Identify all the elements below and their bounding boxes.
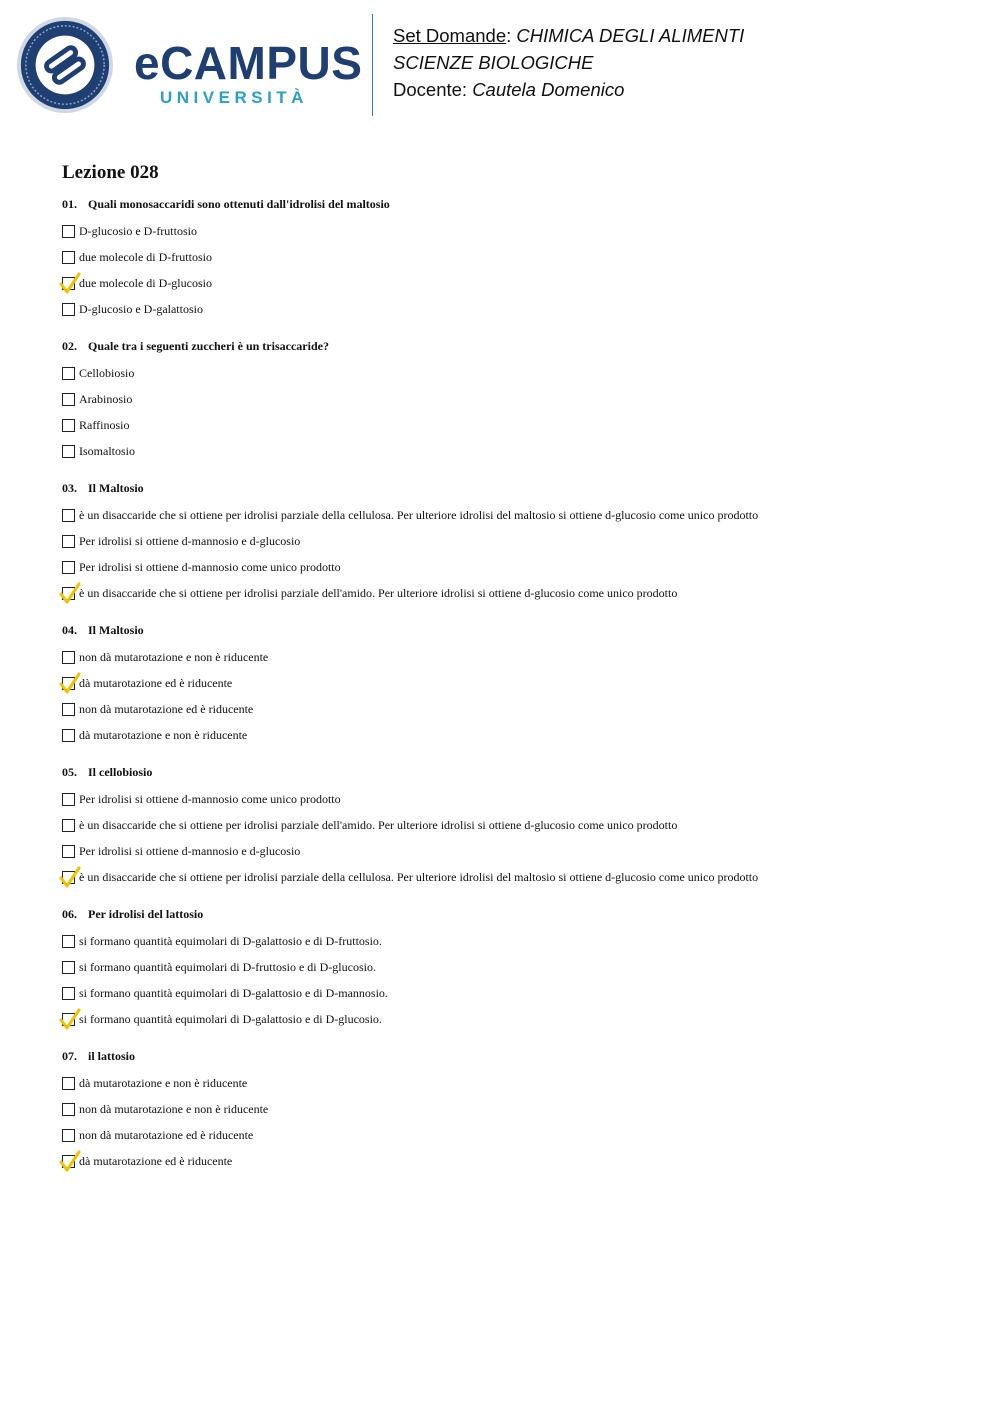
question-text: il lattosio xyxy=(88,1049,135,1063)
answer-label: è un disaccaride che si ottiene per idrolisi parziale della cellulosa. Per ulteriore idrolisi del maltosio si ottiene d-glucosio come unico prodotto xyxy=(79,508,759,522)
answer-option[interactable] xyxy=(62,244,962,270)
answer-label: si formano quantità equimolari di D-galattosio e di D-mannosio. xyxy=(79,986,388,1000)
answer-option[interactable] xyxy=(62,1096,962,1122)
question-text: Il Maltosio xyxy=(88,481,144,495)
answer-checkbox[interactable] xyxy=(62,793,75,806)
answer-checkbox[interactable] xyxy=(62,1129,75,1142)
question-block xyxy=(62,336,962,464)
question-number: 06. xyxy=(62,907,77,921)
answer-label: non dà mutarotazione ed è riducente xyxy=(79,702,254,716)
university-seal-icon xyxy=(16,16,114,114)
question-block xyxy=(62,478,962,606)
answer-option[interactable] xyxy=(62,696,962,722)
answer-option[interactable] xyxy=(62,1122,962,1148)
question-block xyxy=(62,194,962,322)
answer-label: si formano quantità equimolari di D-galattosio e di D-glucosio. xyxy=(79,1012,382,1026)
answer-checkbox[interactable] xyxy=(62,277,75,290)
answer-option[interactable] xyxy=(62,296,962,322)
answer-option[interactable] xyxy=(62,1070,962,1096)
set-label: Set Domande xyxy=(393,25,507,46)
answer-label: si formano quantità equimolari di D-galattosio e di D-fruttosio. xyxy=(79,934,382,948)
answer-label: si formano quantità equimolari di D-fruttosio e di D-glucosio. xyxy=(79,960,376,974)
checkmark-icon xyxy=(60,1009,80,1029)
checkmark-icon xyxy=(60,583,80,603)
question-title xyxy=(62,904,962,924)
question-text: Il Maltosio xyxy=(88,623,144,637)
answer-label: è un disaccaride che si ottiene per idrolisi parziale della cellulosa. Per ulteriore idrolisi del maltosio si ottiene d-glucosio come unico prodotto xyxy=(79,870,759,884)
answer-label: due molecole di D-fruttosio xyxy=(79,250,212,264)
answer-option[interactable] xyxy=(62,412,962,438)
answer-checkbox[interactable] xyxy=(62,871,75,884)
answer-label: Per idrolisi si ottiene d-mannosio e d-glucosio xyxy=(79,844,301,858)
answer-option[interactable] xyxy=(62,722,962,748)
logo-wordmark: eCAMPUS xyxy=(134,37,363,89)
answer-option[interactable] xyxy=(62,980,962,1006)
answer-label: è un disaccaride che si ottiene per idrolisi parziale dell'amido. Per ulteriore idrolisi si ottiene d-glucosio come unico prodotto xyxy=(79,586,678,600)
answer-option[interactable] xyxy=(62,838,962,864)
header-divider xyxy=(372,14,373,116)
answer-option[interactable] xyxy=(62,786,962,812)
answer-checkbox[interactable] xyxy=(62,393,75,406)
lesson-title: Lezione 028 xyxy=(62,162,159,183)
answer-checkbox[interactable] xyxy=(62,561,75,574)
answer-checkbox[interactable] xyxy=(62,845,75,858)
answer-checkbox[interactable] xyxy=(62,251,75,264)
answer-checkbox[interactable] xyxy=(62,367,75,380)
question-number: 02. xyxy=(62,339,77,353)
answer-option[interactable] xyxy=(62,386,962,412)
answer-label: dà mutarotazione e non è riducente xyxy=(79,728,248,742)
answer-label: Arabinosio xyxy=(79,392,133,406)
answer-label: D-glucosio e D-fruttosio xyxy=(79,224,197,238)
docente-name: Cautela Domenico xyxy=(472,79,625,100)
answer-label: dà mutarotazione e non è riducente xyxy=(79,1076,248,1090)
answer-label: D-glucosio e D-galattosio xyxy=(79,302,203,316)
answer-checkbox[interactable] xyxy=(62,987,75,1000)
answer-label: Isomaltosio xyxy=(79,444,135,458)
question-number: 05. xyxy=(62,765,77,779)
answer-option[interactable] xyxy=(62,218,962,244)
answer-checkbox[interactable] xyxy=(62,535,75,548)
answer-checkbox[interactable] xyxy=(62,677,75,690)
answer-option[interactable] xyxy=(62,1006,962,1032)
answer-label: dà mutarotazione ed è riducente xyxy=(79,1154,233,1168)
answer-label: non dà mutarotazione e non è riducente xyxy=(79,650,269,664)
answer-checkbox[interactable] xyxy=(62,419,75,432)
question-block xyxy=(62,620,962,748)
answer-checkbox[interactable] xyxy=(62,819,75,832)
logo-subtitle: UNIVERSITÀ xyxy=(160,88,308,107)
question-title xyxy=(62,336,962,356)
answer-checkbox[interactable] xyxy=(62,1013,75,1026)
answer-checkbox[interactable] xyxy=(62,961,75,974)
question-title xyxy=(62,620,962,640)
question-title xyxy=(62,194,962,214)
question-text: Il cellobiosio xyxy=(88,765,153,779)
answer-label: non dà mutarotazione e non è riducente xyxy=(79,1102,269,1116)
answer-checkbox[interactable] xyxy=(62,651,75,664)
quiz-content xyxy=(62,160,962,1188)
question-number: 01. xyxy=(62,197,77,211)
question-title xyxy=(62,762,962,782)
answer-label: Cellobiosio xyxy=(79,366,135,380)
answer-option[interactable] xyxy=(62,928,962,954)
answer-option[interactable] xyxy=(62,502,962,528)
question-block xyxy=(62,762,962,890)
answer-option[interactable] xyxy=(62,670,962,696)
question-text: Quale tra i seguenti zuccheri è un trisaccaride? xyxy=(88,339,329,353)
answer-checkbox[interactable] xyxy=(62,1155,75,1168)
checkmark-icon xyxy=(60,867,80,887)
question-number: 07. xyxy=(62,1049,77,1063)
answer-option[interactable] xyxy=(62,954,962,980)
checkmark-icon xyxy=(60,1151,80,1171)
question-block xyxy=(62,904,962,1032)
answer-label: è un disaccaride che si ottiene per idrolisi parziale dell'amido. Per ulteriore idrolisi si ottiene d-glucosio come unico prodotto xyxy=(79,818,678,832)
answer-label: Per idrolisi si ottiene d-mannosio e d-glucosio xyxy=(79,534,301,548)
answer-label: Per idrolisi si ottiene d-mannosio come unico prodotto xyxy=(79,792,341,806)
answer-label: dà mutarotazione ed è riducente xyxy=(79,676,233,690)
question-number: 04. xyxy=(62,623,77,637)
answer-checkbox[interactable] xyxy=(62,1103,75,1116)
answer-option[interactable] xyxy=(62,528,962,554)
answer-checkbox[interactable] xyxy=(62,1077,75,1090)
answer-option[interactable] xyxy=(62,644,962,670)
answer-checkbox[interactable] xyxy=(62,729,75,742)
question-number: 03. xyxy=(62,481,77,495)
answer-option[interactable] xyxy=(62,554,962,580)
answer-checkbox[interactable] xyxy=(62,509,75,522)
answer-option[interactable] xyxy=(62,360,962,386)
question-list xyxy=(62,194,962,1174)
answer-option[interactable] xyxy=(62,438,962,464)
header-info: Set Domande: CHIMICA DEGLI ALIMENTI SCIENZE BIOLOGICHE Docente: Cautela Domenico xyxy=(393,25,745,100)
answer-label: Raffinosio xyxy=(79,418,130,432)
answer-label: non dà mutarotazione ed è riducente xyxy=(79,1128,254,1142)
answer-option[interactable] xyxy=(62,270,962,296)
answer-option[interactable] xyxy=(62,812,962,838)
question-block xyxy=(62,1046,962,1174)
degree-name: SCIENZE BIOLOGICHE xyxy=(393,52,594,73)
answer-checkbox[interactable] xyxy=(62,445,75,458)
answer-label: Per idrolisi si ottiene d-mannosio come unico prodotto xyxy=(79,560,341,574)
checkmark-icon xyxy=(60,673,80,693)
answer-checkbox[interactable] xyxy=(62,303,75,316)
answer-checkbox[interactable] xyxy=(62,587,75,600)
page-header xyxy=(0,0,1000,130)
question-title xyxy=(62,1046,962,1066)
answer-label: due molecole di D-glucosio xyxy=(79,276,212,290)
answer-checkbox[interactable] xyxy=(62,935,75,948)
course-name: CHIMICA DEGLI ALIMENTI xyxy=(516,25,745,46)
answer-option[interactable] xyxy=(62,580,962,606)
answer-option[interactable] xyxy=(62,1148,962,1174)
docente-label: Docente xyxy=(393,79,462,100)
answer-checkbox[interactable] xyxy=(62,225,75,238)
checkmark-icon xyxy=(60,273,80,293)
answer-option[interactable] xyxy=(62,864,962,890)
question-text: Per idrolisi del lattosio xyxy=(88,907,204,921)
question-title xyxy=(62,478,962,498)
question-text: Quali monosaccaridi sono ottenuti dall'idrolisi del maltosio xyxy=(88,197,390,211)
answer-checkbox[interactable] xyxy=(62,703,75,716)
